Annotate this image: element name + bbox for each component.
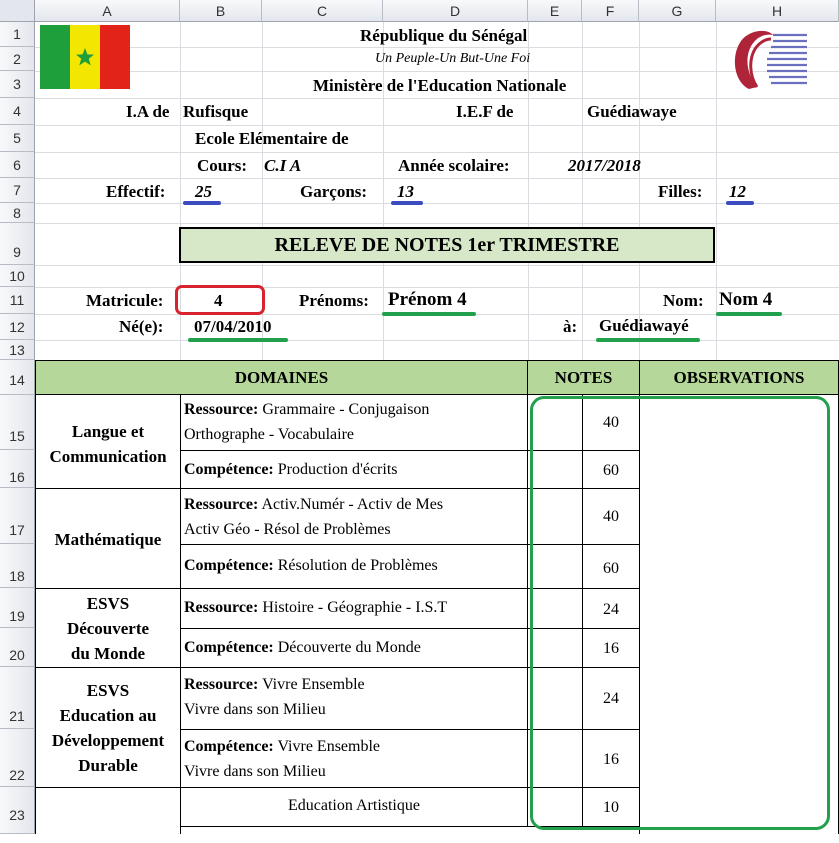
row-header-7[interactable]: 7 <box>0 178 35 203</box>
row-header-8[interactable]: 8 <box>0 203 35 223</box>
max-score-cell: 16 <box>582 628 640 668</box>
column-header-g[interactable]: G <box>639 0 716 22</box>
row-kind: Compétence: <box>184 738 274 755</box>
star-icon <box>75 47 95 67</box>
cours-label: Cours: <box>197 156 248 175</box>
row-header-20[interactable]: 20 <box>0 628 35 667</box>
filles-value[interactable]: 12 <box>729 182 746 201</box>
ne-underline <box>188 338 288 342</box>
annee-value[interactable]: 2017/2018 <box>568 156 641 175</box>
max-score-cell: 24 <box>582 667 640 730</box>
effectif-value[interactable]: 25 <box>195 182 212 201</box>
domain-name-line: Communication <box>49 447 167 466</box>
ia-value[interactable]: Rufisque <box>183 102 249 121</box>
row-header-2[interactable]: 2 <box>0 47 35 71</box>
row-text: Grammaire - Conjugaison <box>258 401 430 418</box>
domain-empty <box>35 787 181 834</box>
domain-mathematique <box>35 488 181 589</box>
gridline <box>35 287 839 288</box>
ief-value[interactable]: Guédiawaye <box>587 102 677 121</box>
subject-row <box>180 450 528 489</box>
republic-title: République du Sénégal <box>360 26 528 45</box>
gridline <box>35 152 839 153</box>
row-kind: Ressource: <box>184 496 259 513</box>
row-header-4[interactable]: 4 <box>0 98 35 125</box>
ministry-name: Ministère de l'Education Nationale <box>313 76 567 95</box>
row-text: Résolution de Problèmes <box>273 557 438 574</box>
ia-label: I.A de <box>126 102 170 121</box>
domain-name-line: ESVS <box>86 594 130 613</box>
gridline <box>35 203 839 204</box>
row-text: Orthographe - Vocabulaire <box>184 426 355 443</box>
row-header-23[interactable]: 23 <box>0 787 35 834</box>
gridline <box>35 340 839 341</box>
domain-name-line: Education au <box>59 706 157 725</box>
row-header-10[interactable]: 10 <box>0 265 35 287</box>
row-header-6[interactable]: 6 <box>0 152 35 178</box>
a-underline <box>596 338 700 342</box>
subject-row <box>180 394 528 451</box>
gridline <box>716 22 717 360</box>
gridline <box>582 22 583 360</box>
notes-highlight <box>530 396 830 830</box>
row-header-15[interactable]: 15 <box>0 395 35 450</box>
table-header-notes: NOTES <box>527 360 640 395</box>
matricule-value[interactable]: 4 <box>214 291 223 310</box>
garcons-value[interactable]: 13 <box>397 182 414 201</box>
prenoms-value[interactable]: Prénom 4 <box>388 289 467 310</box>
max-score-cell: 60 <box>582 544 640 589</box>
column-header-f[interactable]: F <box>582 0 639 22</box>
gridline <box>35 223 839 224</box>
row-header-1[interactable]: 1 <box>0 22 35 47</box>
gridline <box>35 178 839 179</box>
row-kind: Compétence: <box>184 461 274 478</box>
row-header-18[interactable]: 18 <box>0 544 35 588</box>
ne-label: Né(e): <box>119 317 164 336</box>
filles-label: Filles: <box>658 182 703 201</box>
row-header-3[interactable]: 3 <box>0 71 35 98</box>
max-score-cell: 24 <box>582 588 640 629</box>
column-header-d[interactable]: D <box>383 0 528 22</box>
domain-name-line: Durable <box>78 756 138 775</box>
subject-row <box>180 628 528 668</box>
garcons-underline <box>391 201 423 205</box>
subject-row <box>180 729 528 788</box>
max-score-cell: 40 <box>582 488 640 545</box>
row-kind: Compétence: <box>184 557 274 574</box>
gridline <box>35 98 839 99</box>
max-score-cell: 40 <box>582 394 640 451</box>
column-header-a[interactable]: A <box>35 0 180 22</box>
row-kind: Compétence: <box>184 639 274 656</box>
annee-label: Année scolaire: <box>398 156 510 175</box>
row-header-22[interactable]: 22 <box>0 729 35 787</box>
max-score-cell: 10 <box>582 787 640 827</box>
gridline <box>639 22 640 360</box>
row-kind: Ressource: <box>184 599 259 616</box>
row-header-5[interactable]: 5 <box>0 125 35 152</box>
max-score-cell: 16 <box>582 729 640 788</box>
gridline <box>528 22 529 360</box>
row-text: Vivre dans son Milieu <box>184 763 326 780</box>
gridline <box>35 47 839 48</box>
subject-row <box>180 488 528 545</box>
domain-name-line: Langue et <box>71 422 145 441</box>
row-header-11[interactable]: 11 <box>0 287 35 314</box>
gridline <box>35 265 839 266</box>
filles-underline <box>726 201 754 205</box>
row-text: Vivre Ensemble <box>258 676 365 693</box>
row-header-21[interactable]: 21 <box>0 667 35 729</box>
nom-value[interactable]: Nom 4 <box>719 289 773 310</box>
garcons-label: Garçons: <box>300 182 368 201</box>
nom-underline <box>716 312 782 316</box>
ief-label: I.E.F de <box>456 102 514 121</box>
effectif-label: Effectif: <box>106 182 166 201</box>
domain-name-line: Mathématique <box>54 530 162 549</box>
row-kind: Ressource: <box>184 401 259 418</box>
select-all-corner[interactable] <box>0 0 35 22</box>
row-kind: Ressource: <box>184 676 259 693</box>
row-text: Production d'écrits <box>273 461 398 478</box>
table-header-observations: OBSERVATIONS <box>639 360 839 395</box>
column-header-c[interactable]: C <box>262 0 383 22</box>
school-label: Ecole Elémentaire de <box>195 129 349 148</box>
nom-label: Nom: <box>663 291 704 310</box>
row-header-16[interactable]: 16 <box>0 450 35 488</box>
row-header-19[interactable]: 19 <box>0 588 35 628</box>
subject-row <box>180 544 528 589</box>
gridline <box>35 71 839 72</box>
subject-row <box>180 588 528 629</box>
domain-name-line: Développement <box>51 731 165 750</box>
cours-value[interactable]: C.I A <box>264 156 302 175</box>
column-header-h[interactable]: H <box>716 0 839 22</box>
domain-langue-communication <box>35 394 181 489</box>
effectif-underline <box>183 201 221 205</box>
subject-row <box>180 787 528 827</box>
column-header-e[interactable]: E <box>528 0 582 22</box>
domain-name-line: Découverte <box>66 619 150 638</box>
senegal-flag-image <box>40 25 130 89</box>
row-text: Histoire - Géographie - I.S.T <box>258 599 448 616</box>
table-header-domaines: DOMAINES <box>35 360 528 395</box>
gridline <box>383 22 384 360</box>
prenoms-underline <box>382 312 476 316</box>
column-header-b[interactable]: B <box>180 0 262 22</box>
row-text: Education Artistique <box>288 797 420 814</box>
row-header-9[interactable]: 9 <box>0 223 35 265</box>
subject-row <box>180 667 528 730</box>
domain-esvs-developpement <box>35 667 181 788</box>
row-text: Vivre dans son Milieu <box>184 701 326 718</box>
row-header-13[interactable]: 13 <box>0 340 35 360</box>
ne-value[interactable]: 07/04/2010 <box>194 317 272 336</box>
report-title: RELEVE DE NOTES 1er TRIMESTRE <box>179 227 715 263</box>
domain-esvs-decouverte <box>35 588 181 668</box>
domain-name-line: ESVS <box>86 681 130 700</box>
row-text: Activ Géo - Résol de Problèmes <box>184 521 391 538</box>
a-label: à: <box>563 317 578 336</box>
row-header-12[interactable]: 12 <box>0 314 35 340</box>
prenoms-label: Prénoms: <box>299 291 369 310</box>
national-motto: Un Peuple-Un But-Une Foi <box>375 51 531 66</box>
ministry-logo-icon <box>727 25 813 93</box>
row-header-14[interactable]: 14 <box>0 360 35 395</box>
matricule-label: Matricule: <box>86 291 164 310</box>
row-header-17[interactable]: 17 <box>0 488 35 544</box>
gridline <box>35 125 839 126</box>
row-text: Découverte du Monde <box>273 639 421 656</box>
domain-name-line: du Monde <box>70 644 146 663</box>
a-value[interactable]: Guédiawayé <box>599 316 689 335</box>
row-text: Activ.Numér - Activ de Mes <box>258 496 444 513</box>
row-text: Vivre Ensemble <box>273 738 381 755</box>
max-score-cell: 60 <box>582 450 640 489</box>
